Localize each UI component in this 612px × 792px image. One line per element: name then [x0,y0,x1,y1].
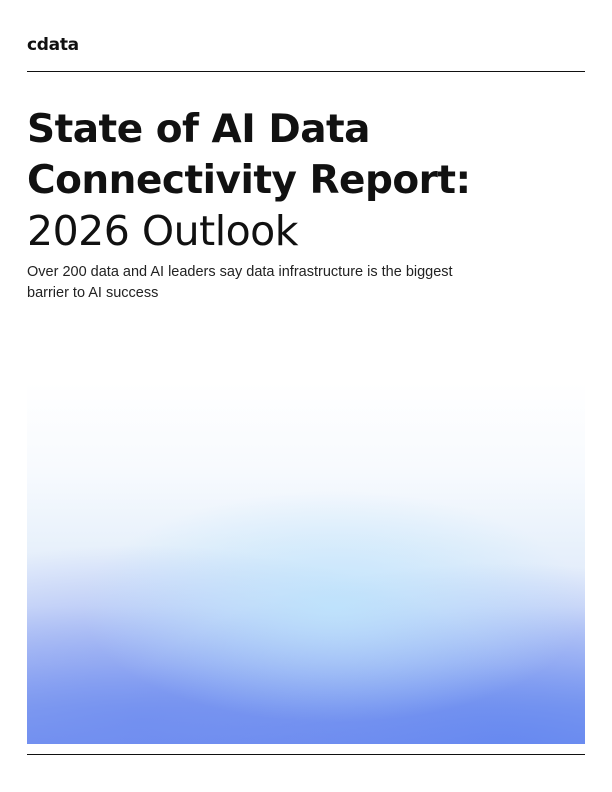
title-line-3: 2026 Outlook [27,207,299,255]
report-title [27,104,587,257]
bottom-divider [27,754,585,755]
hero-gradient-image [27,382,585,744]
top-divider [27,71,585,72]
logo-wordmark: cdata [27,35,79,55]
title-line-2: Connectivity Report: [27,158,471,203]
cdata-logo [27,35,79,55]
title-line-1: State of AI Data [27,107,370,152]
report-subtitle: Over 200 data and AI leaders say data infrastructure is the biggest barrier to AI success [27,264,453,301]
